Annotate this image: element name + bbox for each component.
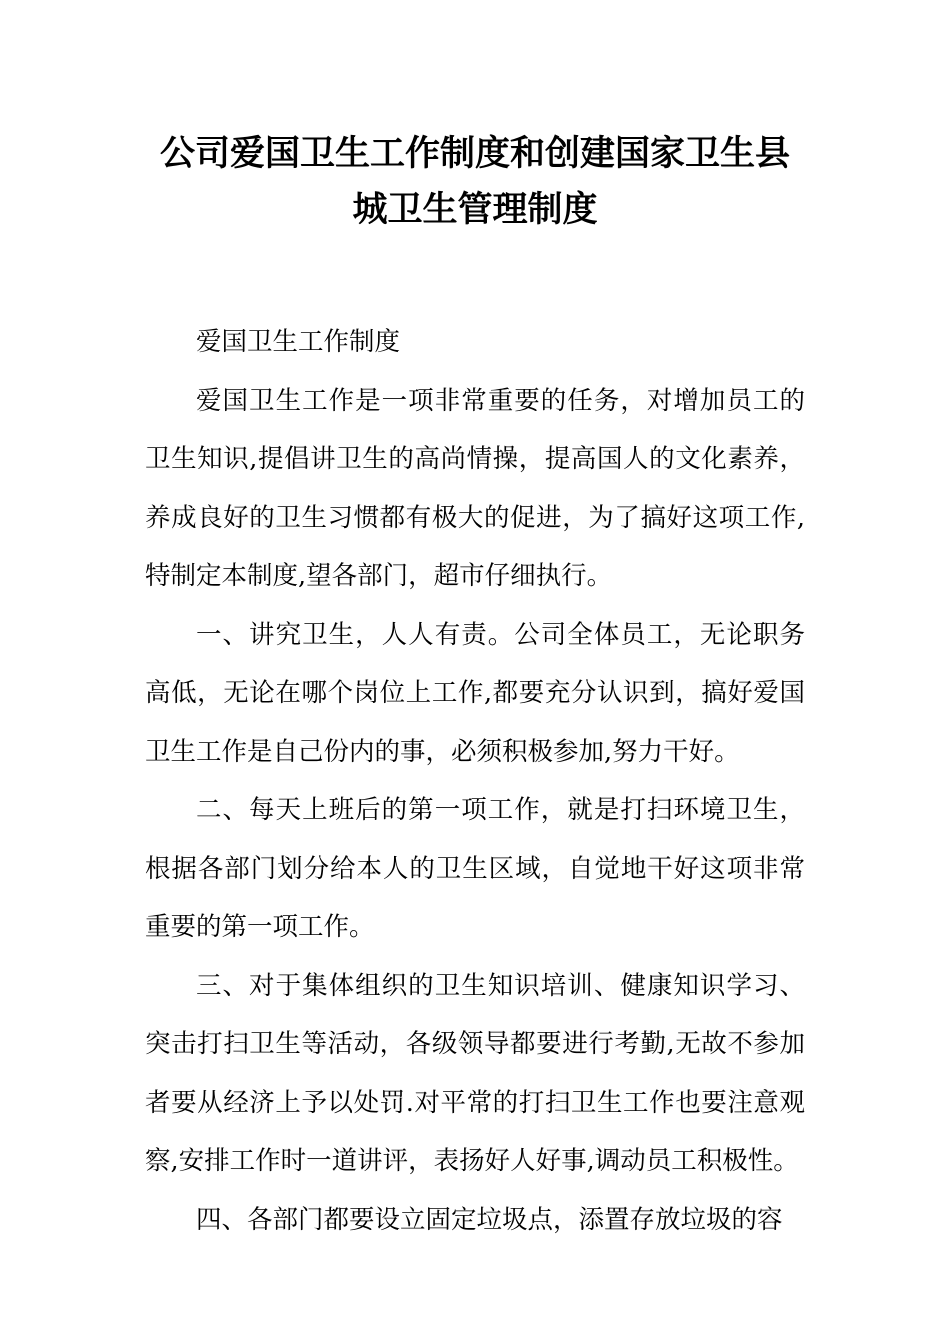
document-body: [145, 313, 805, 1249]
document-title-line-1: 公司爱国卫生工作制度和创建国家卫生县: [159, 134, 790, 174]
paragraph-item-1: 一、讲究卫生，人人有责。公司全体员工，无论职务高低，无论在哪个岗位上工作,都要充分认识到，搞好爱国卫生工作是自己份内的事，必须积极参加,努力干好。: [145, 619, 805, 767]
section-heading: 爱国卫生工作制度: [196, 327, 401, 357]
document-title-line-2: 城卫生管理制度: [352, 190, 598, 230]
paragraph-item-3: 三、对于集体组织的卫生知识培训、健康知识学习、突击打扫卫生等活动，各级领导都要进行考勤,无故不参加者要从经济上予以处罚.对平常的打扫卫生工作也要注意观察,安排工作时一道讲评，表扬好人好事,调动员工积极性。: [145, 970, 805, 1176]
paragraph-item-2: 二、每天上班后的第一项工作，就是打扫环境卫生，根据各部门划分给本人的卫生区域，自觉地干好这项非常重要的第一项工作。: [145, 795, 805, 942]
paragraph-item-4: 四、各部门都要设立固定垃圾点，添置存放垃圾的容: [196, 1204, 783, 1235]
paragraph-intro: 爱国卫生工作是一项非常重要的任务，对增加员工的卫生知识,提倡讲卫生的高尚情操，提高国人的文化素养，养成良好的卫生习惯都有极大的促进，为了搞好这项工作,特制定本制度,望各部门，超市仔细执行。: [145, 385, 805, 591]
